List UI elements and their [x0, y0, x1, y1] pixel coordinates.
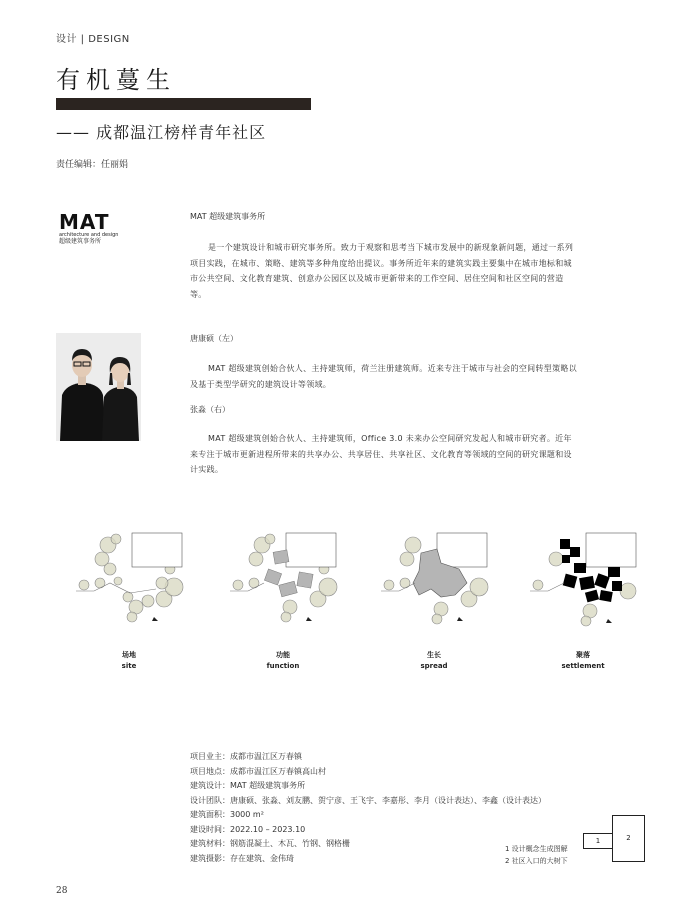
caption-2: 2 社区入口的大树下: [505, 857, 568, 865]
info-team: 设计团队：唐康硕、张淼、刘友鹏、贺宁彦、王飞宇、李嘉彤、李月（设计表达）、李鑫（设计表达）: [190, 795, 546, 805]
diagram-site-label: 场地: [122, 651, 136, 659]
project-info: [190, 750, 546, 866]
diagram-settlement-label: 聚落: [576, 651, 590, 659]
architects-photo: [56, 333, 141, 441]
article-subtitle: —— 成都温江榜样青年社区: [56, 123, 267, 142]
section-tag: 设计 | DESIGN: [56, 34, 130, 45]
caption-1: 1 设计概念生成图解: [505, 845, 568, 853]
logo-sub-cn: 超级建筑事务所: [59, 238, 102, 245]
firm-name: MAT 超级建筑事务所: [190, 212, 266, 221]
editor-credit: 责任编辑：任丽娟: [56, 160, 129, 170]
info-client: 项目业主：成都市温江区万春镇: [190, 752, 302, 761]
caption-key-1: 1: [583, 833, 613, 849]
person-1-name: 唐康硕（左）: [190, 334, 238, 343]
info-architect: 建筑设计：MAT 超级建筑事务所: [190, 781, 306, 790]
person-2-name: 张淼（右）: [190, 405, 230, 414]
diagram-function-label-en: function: [266, 662, 300, 670]
info-photography: 建筑摄影：存在建筑、金伟琦: [190, 853, 294, 863]
diagram-site: [70, 525, 188, 635]
diagram-spread-label-en: spread: [420, 662, 448, 670]
title-bar: [56, 98, 311, 110]
firm-logo: [59, 212, 118, 246]
firm-description: 是一个建筑设计和城市研究事务所。致力于观察和思考当下城市发展中的新现象新问题，通过一系列项目实践，在城市、策略、建筑等多种角度给出提议。事务所近年来的建筑实践主要集中在城市地标和城市公共空间、文化教育建筑、创意办公园区以及城市更新带来的工作空间、居住空间和社区空间的营造等。: [190, 243, 574, 299]
diagram-site-label-en: site: [121, 662, 137, 670]
figure-captions: [505, 843, 568, 867]
person-2-description: MAT 超级建筑创始合伙人、主持建筑师，Office 3.0 未来办公空间研究发起人和城市研究者。近年来专注于城市更新进程所带来的共享办公、共享居住、共享社区、文化教育等领域的空间的研究课题和设计实践。: [190, 434, 572, 474]
logo-sub-en: architecture and design: [59, 232, 119, 238]
info-location: 项目地点：成都市温江区万春镇高山村: [190, 766, 326, 776]
info-period: 建设时间：2022.10 – 2023.10: [190, 824, 306, 834]
diagram-settlement: [524, 525, 642, 635]
logo-main: MAT: [59, 210, 110, 234]
diagram-function-label: 功能: [276, 651, 290, 659]
page-number: 28: [56, 886, 68, 896]
caption-key-2: 2: [612, 815, 645, 862]
info-materials: 建筑材料：钢筋混凝土、木瓦、竹钢、钢格栅: [190, 839, 350, 848]
article-title: 有机蔓生: [56, 66, 176, 94]
diagram-settlement-label-en: settlement: [561, 662, 605, 670]
diagram-spread-label: 生长: [427, 651, 441, 659]
person-1-description: MAT 超级建筑创始合伙人、主持建筑师，荷兰注册建筑师。近来专注于城市与社会的空间转型策略以及基于类型学研究的建筑设计等领域。: [190, 364, 577, 389]
info-area: 建筑面积：3000 m²: [190, 810, 264, 819]
diagram-function: [224, 525, 342, 635]
diagram-spread: [375, 525, 493, 635]
